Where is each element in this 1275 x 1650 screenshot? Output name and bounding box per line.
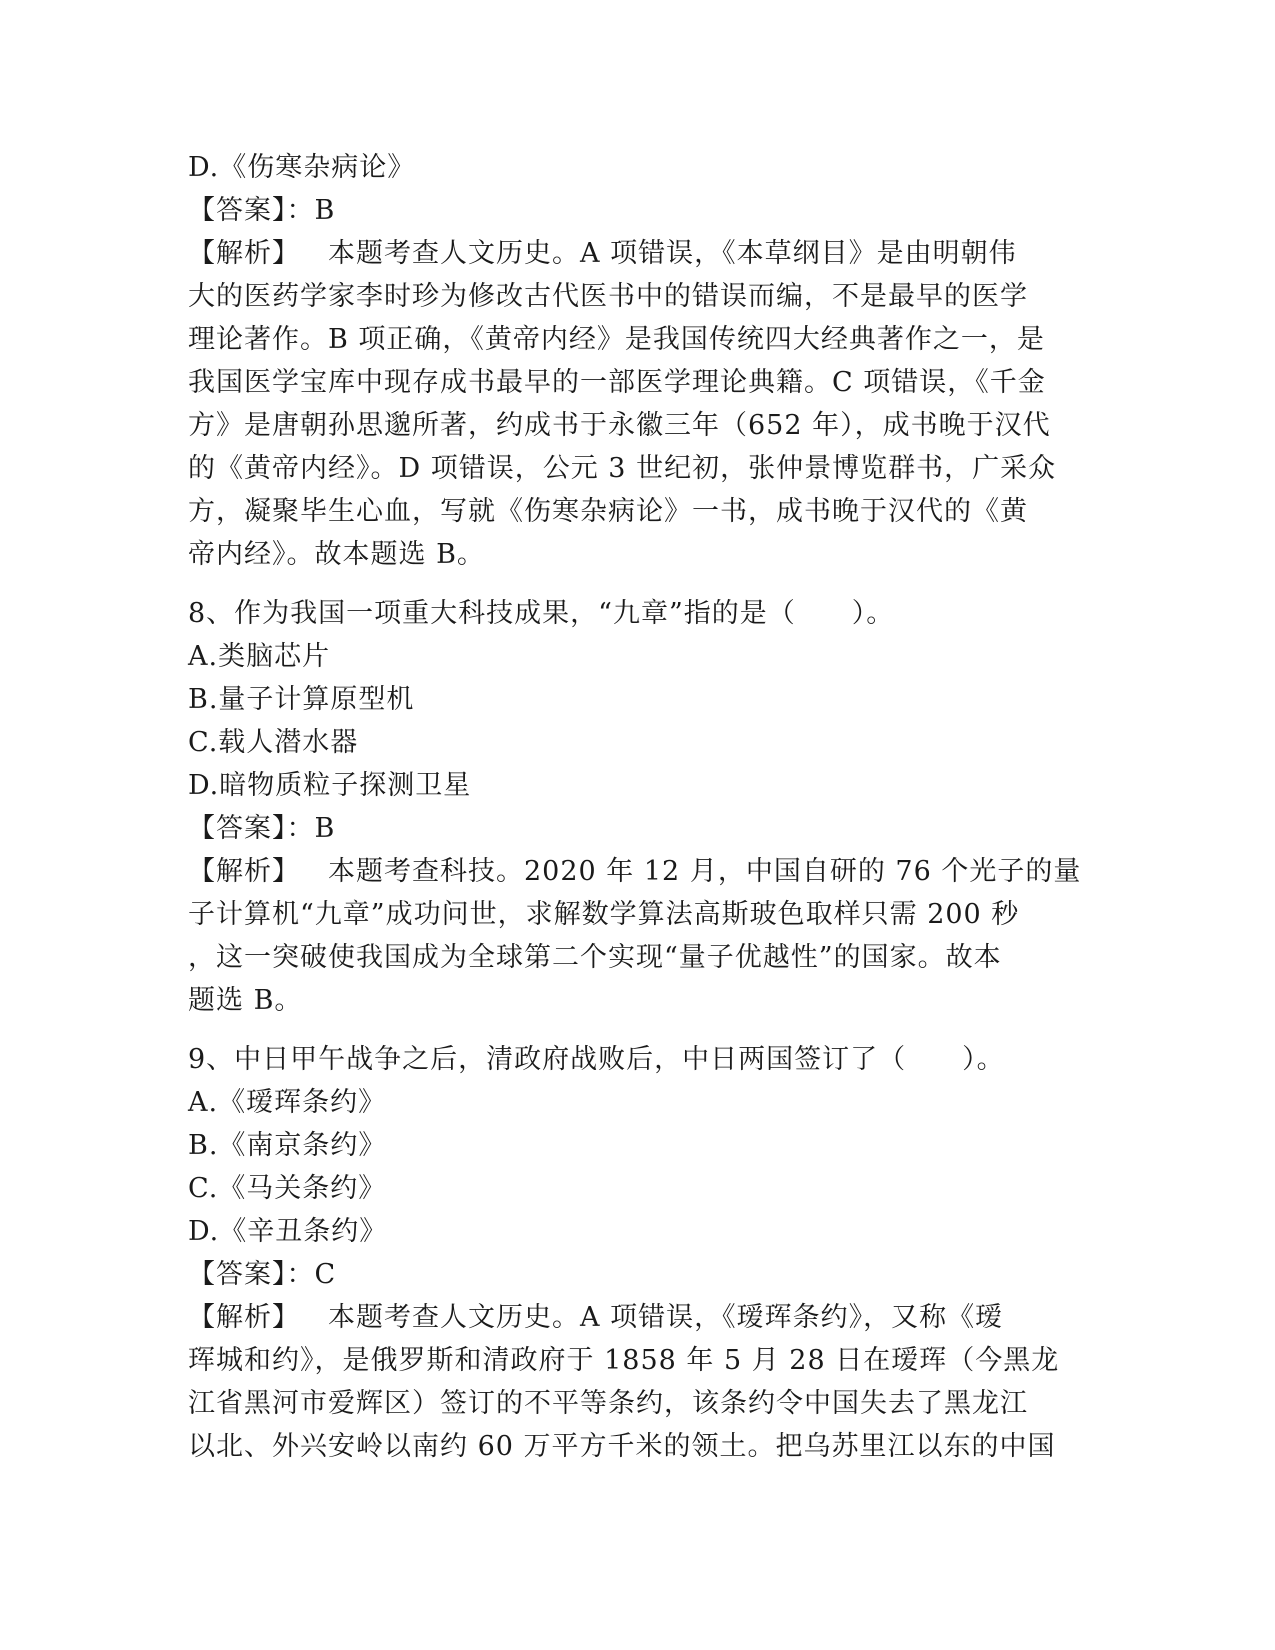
option-b: B.《南京条约》 [188,1130,387,1161]
analysis-text: 本题考查科技。2020 年 12 月，中国自研的 76 个光子的量 [328,856,1082,887]
option-c: C.《马关条约》 [188,1173,387,1204]
analysis-text: 本题考查人文历史。A 项错误，《瑷珲条约》，又称《瑷 [328,1302,1004,1333]
option-b: B.量子计算原型机 [188,684,415,715]
analysis-text: 江省黑河市爱辉区）签订的不平等条约，该条约令中国失去了黑龙江 [188,1388,1028,1419]
analysis-label: 【解析】 [188,238,300,269]
analysis-line [188,232,1088,275]
option-a: A.《瑷珲条约》 [188,1087,387,1118]
question-stem: 8、作为我国一项重大科技成果，“九章”指的是（ ）。 [188,598,895,629]
option-d: D.暗物质粒子探测卫星 [188,770,472,801]
analysis-text: 本题考查人文历史。A 项错误，《本草纲目》是由明朝伟 [328,238,1017,269]
analysis-text: 的《黄帝内经》。D 项错误，公元 3 世纪初，张仲景博览群书，广采众 [188,453,1057,484]
option-a: A.类脑芯片 [188,641,331,672]
analysis-text: 方》是唐朝孙思邈所著，约成书于永徽三年（652 年），成书晚于汉代 [188,410,1051,441]
option-c: C.载人潜水器 [188,727,359,758]
analysis-label: 【解析】 [188,856,300,887]
answer-line: 【答案】：C [188,1259,337,1290]
question-stem: 9、中日甲午战争之后，清政府战败后，中日两国签订了（ ）。 [188,1044,1005,1075]
answer-line: 【答案】：B [188,195,336,226]
analysis-line [188,1296,1088,1339]
analysis-label: 【解析】 [188,1302,300,1333]
document-page [188,146,1088,1468]
analysis-line [188,850,1088,893]
answer-line: 【答案】：B [188,813,336,844]
analysis-text: 子计算机“九章”成功问世，求解数学算法高斯玻色取样只需 200 秒 [188,899,1020,930]
analysis-text: 大的医药学家李时珍为修改古代医书中的错误而编，不是最早的医学 [188,281,1028,312]
option-d: D.《辛丑条约》 [188,1216,388,1247]
analysis-text: ，这一突破使我国成为全球第二个实现“量子优越性”的国家。故本 [188,942,1002,973]
analysis-text: 方，凝聚毕生心血，写就《伤寒杂病论》一书，成书晚于汉代的《黄 [188,496,1028,527]
analysis-text: 珲城和约》，是俄罗斯和清政府于 1858 年 5 月 28 日在瑷珲（今黑龙 [188,1345,1060,1376]
analysis-text: 我国医学宝库中现存成书最早的一部医学理论典籍。C 项错误，《千金 [188,367,1046,398]
analysis-text: 帝内经》。故本题选 B。 [188,539,485,570]
analysis-text: 以北、外兴安岭以南约 60 万平方千米的领土。把乌苏里江以东的中国 [188,1431,1056,1462]
analysis-text: 题选 B。 [188,985,303,1016]
analysis-text: 理论著作。B 项正确，《黄帝内经》是我国传统四大经典著作之一，是 [188,324,1045,355]
option-d: D.《伤寒杂病论》 [188,152,416,183]
